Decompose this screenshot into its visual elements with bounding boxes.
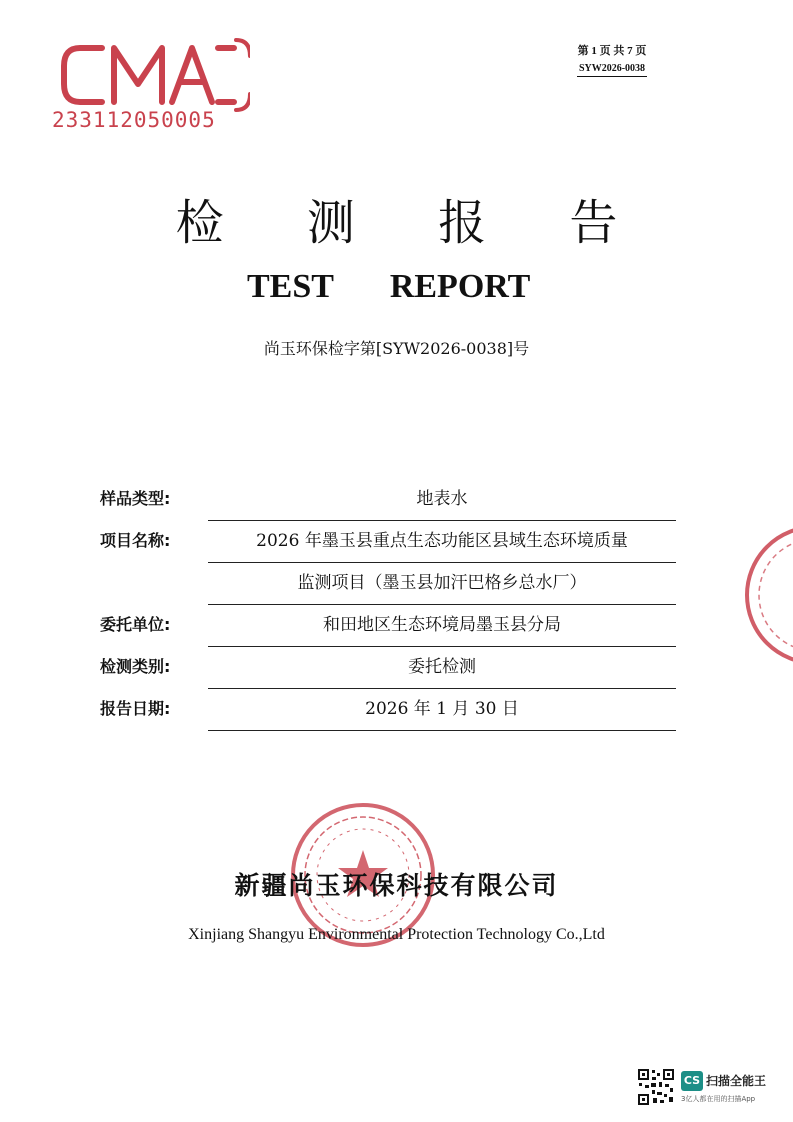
report-date-value: 2026 年 1 月 30 日 xyxy=(208,688,676,731)
title-english: TEST REPORT xyxy=(247,268,531,305)
cma-number: 233112050005 xyxy=(52,108,216,132)
info-row-test-type xyxy=(100,646,676,688)
test-type-label: 检测类别: xyxy=(100,657,171,676)
info-row-report-date xyxy=(100,688,676,730)
info-row-client xyxy=(100,604,676,646)
company-name-chinese: 新疆尚玉环保科技有限公司 xyxy=(234,871,559,900)
edge-seal xyxy=(740,520,793,670)
project-name-value-line1: 2026 年墨玉县重点生态功能区县域生态环境质量 xyxy=(208,520,676,563)
client-label: 委托单位: xyxy=(100,615,171,634)
info-row-project-name xyxy=(100,520,676,562)
company-name-english: Xinjiang Shangyu Environmental Protection Technology Co.,Ltd xyxy=(188,926,605,943)
sample-type-value: 地表水 xyxy=(208,478,676,521)
client-value: 和田地区生态环境局墨玉县分局 xyxy=(208,604,676,647)
sample-type-label: 样品类型: xyxy=(100,489,171,508)
report-code: SYW2026-0038 xyxy=(577,62,647,77)
info-table xyxy=(100,478,676,730)
page-indicator: 第 1 页 共 7 页 xyxy=(577,45,647,57)
project-name-value-line2: 监测项目（墨玉县加汗巴格乡总水厂） xyxy=(208,562,676,605)
edge-seal-icon xyxy=(740,520,793,670)
scanner-app-name: 扫描全能王 xyxy=(706,1074,767,1088)
qr-code xyxy=(637,1068,675,1106)
camscanner-logo-icon: CS xyxy=(681,1071,703,1091)
title-chinese: 检 测 报 告 xyxy=(175,195,652,251)
test-type-value: 委托检测 xyxy=(208,646,676,689)
report-number: 尚玉环保检字第[SYW2026-0038]号 xyxy=(263,339,530,358)
qr-code-icon xyxy=(637,1068,675,1106)
info-row-project-name-cont xyxy=(100,562,676,604)
project-name-label: 项目名称: xyxy=(100,531,171,550)
page-info xyxy=(556,44,668,77)
scanner-tagline: 3亿人都在用的扫描App xyxy=(681,1095,756,1103)
report-date-label: 报告日期: xyxy=(100,699,171,718)
info-row-sample-type xyxy=(100,478,676,520)
